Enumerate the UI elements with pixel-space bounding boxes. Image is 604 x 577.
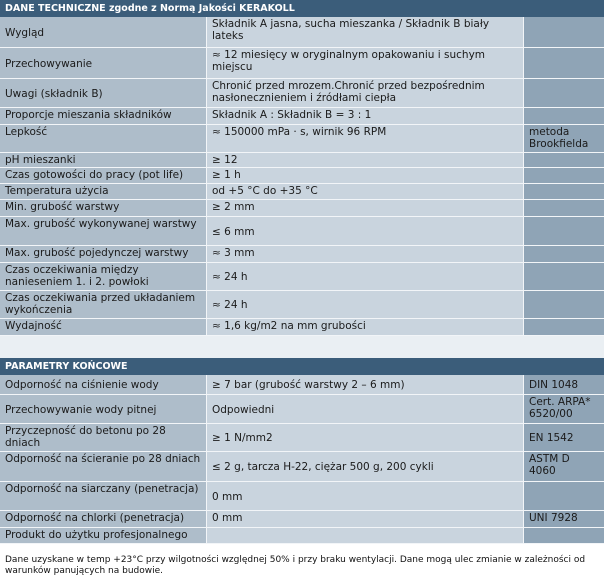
footnote: Dane uzyskane w temp +23°C przy wilgotności względnej 50% i przy braku wentylacji. Dane mogą ulec zmianie w zależności od warunków panujących na budowie. (5, 555, 586, 576)
row-label: Odporność na siarczany (penetracja) (0, 482, 207, 511)
row-label: Wydajność (0, 319, 207, 336)
row-note: Cert. ARPA* 6520/00 (524, 395, 604, 424)
section-title-technical-data: DANE TECHNICZNE zgodne z Normą Jakości KERAKOLL (0, 0, 604, 17)
row-note (524, 153, 604, 168)
row-value: ≈ 24 h (207, 291, 524, 319)
table-row (0, 168, 604, 184)
row-label: Czas oczekiwania między nanieseniem 1. i 2. powłoki (0, 263, 207, 291)
row-label: Odporność na chlorki (penetracja) (0, 511, 207, 528)
row-label: Produkt do użytku profesjonalnego (0, 528, 207, 544)
table-row (0, 184, 604, 200)
row-note (524, 168, 604, 184)
row-label: Odporność na ścieranie po 28 dniach (0, 452, 207, 482)
row-label: Czas oczekiwania przed układaniem wykończenia (0, 291, 207, 319)
table-row (0, 528, 604, 544)
row-label: Czas gotowości do pracy (pot life) (0, 168, 207, 184)
row-note: UNI 7928 (524, 511, 604, 528)
section-title-final-parameters: PARAMETRY KOŃCOWE (0, 358, 604, 375)
table-row (0, 200, 604, 217)
row-label: pH mieszanki (0, 153, 207, 168)
row-value: 0 mm (207, 482, 524, 511)
row-label: Proporcje mieszania składników (0, 108, 207, 125)
row-note: ASTM D 4060 (524, 452, 604, 482)
row-value: ≈ 1,6 kg/m2 na mm grubości (207, 319, 524, 336)
row-note (524, 246, 604, 263)
table-row (0, 246, 604, 263)
row-note (524, 319, 604, 336)
row-label: Przyczepność do betonu po 28 dniach (0, 424, 207, 452)
row-value: Składnik A jasna, sucha mieszanka / Składnik B biały lateks (207, 17, 524, 48)
row-value: ≥ 12 (207, 153, 524, 168)
row-value: ≥ 1 N/mm2 (207, 424, 524, 452)
table-row (0, 125, 604, 153)
row-value: ≤ 2 g, tarcza H-22, ciężar 500 g, 200 cykli (207, 452, 524, 482)
table-row (0, 153, 604, 168)
row-note: DIN 1048 (524, 375, 604, 395)
row-label: Lepkość (0, 125, 207, 153)
row-note: EN 1542 (524, 424, 604, 452)
table-row (0, 108, 604, 125)
row-note (524, 79, 604, 108)
table-row (0, 263, 604, 291)
row-note (524, 17, 604, 48)
row-note (524, 184, 604, 200)
row-value: ≈ 3 mm (207, 246, 524, 263)
row-value: Składnik A : Składnik B = 3 : 1 (207, 108, 524, 125)
table-row (0, 17, 604, 48)
row-note: metoda Brookfielda (524, 125, 604, 153)
row-note (524, 291, 604, 319)
row-label: Uwagi (składnik B) (0, 79, 207, 108)
row-value: ≈ 12 miesięcy w oryginalnym opakowaniu i suchym miejscu (207, 48, 524, 79)
table-row (0, 291, 604, 319)
row-value: ≥ 1 h (207, 168, 524, 184)
table-row (0, 48, 604, 79)
row-value: od +5 °C do +35 °C (207, 184, 524, 200)
table-row (0, 217, 604, 246)
row-value: ≥ 2 mm (207, 200, 524, 217)
row-value: ≈ 150000 mPa · s, wirnik 96 RPM (207, 125, 524, 153)
row-note (524, 528, 604, 544)
row-note (524, 482, 604, 511)
row-value (207, 528, 524, 544)
row-value: Chronić przed mrozem.Chronić przed bezpośrednim nasłonecznieniem i źródłami ciepła (207, 79, 524, 108)
row-value: ≈ 24 h (207, 263, 524, 291)
table-row (0, 375, 604, 395)
table-row (0, 395, 604, 424)
row-label: Przechowywanie wody pitnej (0, 395, 207, 424)
row-label: Odporność na ciśnienie wody (0, 375, 207, 395)
row-label: Max. grubość wykonywanej warstwy (0, 217, 207, 246)
row-note (524, 263, 604, 291)
table-row (0, 79, 604, 108)
row-value: Odpowiedni (207, 395, 524, 424)
row-note (524, 200, 604, 217)
row-label: Min. grubość warstwy (0, 200, 207, 217)
section-divider (0, 336, 604, 358)
row-note (524, 48, 604, 79)
row-value: 0 mm (207, 511, 524, 528)
table-row (0, 424, 604, 452)
row-label: Przechowywanie (0, 48, 207, 79)
table-row (0, 452, 604, 482)
row-note (524, 108, 604, 125)
row-label: Temperatura użycia (0, 184, 207, 200)
row-value: ≥ 7 bar (grubość warstwy 2 – 6 mm) (207, 375, 524, 395)
row-note (524, 217, 604, 246)
table-row (0, 319, 604, 336)
row-label: Max. grubość pojedynczej warstwy (0, 246, 207, 263)
row-value: ≤ 6 mm (207, 217, 524, 246)
table-row (0, 482, 604, 511)
table-row (0, 511, 604, 528)
row-label: Wygląd (0, 17, 207, 48)
